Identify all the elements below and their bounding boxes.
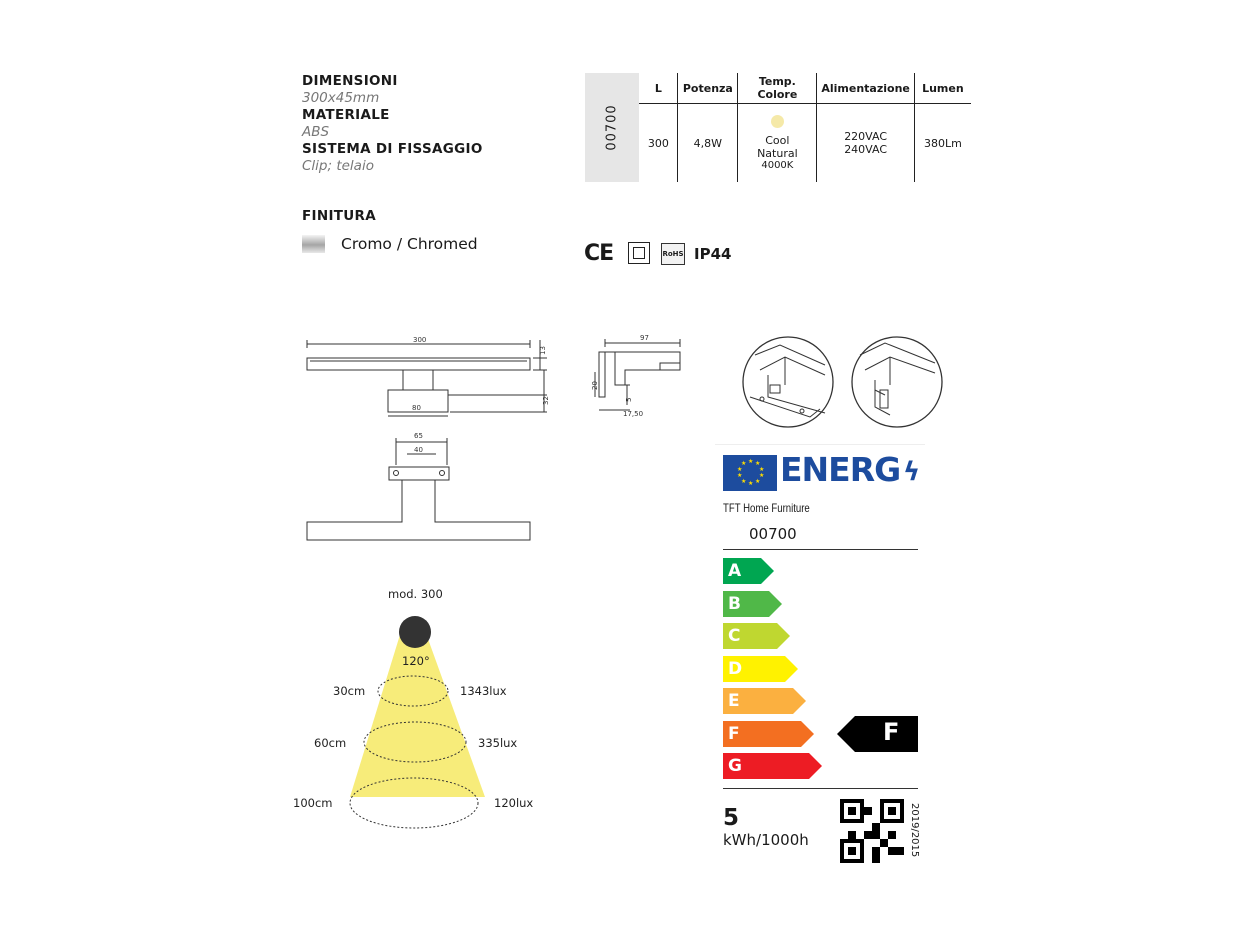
energy-class-b: B [723, 591, 769, 617]
finish-value: Cromo / Chromed [341, 235, 478, 253]
rohs-icon: RoHS [661, 243, 685, 265]
model-label: mod. 300 [388, 587, 443, 601]
color-temp-line2: Natural [757, 147, 798, 160]
ip-rating: IP44 [694, 245, 732, 263]
lux-100: 120lux [494, 796, 534, 810]
energy-class-arrow-tip [777, 623, 790, 649]
svg-text:★: ★ [759, 472, 765, 479]
eu-flag-icon [723, 455, 777, 491]
product-code: 00700 [604, 104, 620, 151]
dim-side-h2: 5 [625, 397, 633, 402]
dim-base-height: 32 [542, 396, 550, 405]
side-technical-drawing [585, 330, 690, 420]
cell-supply [817, 104, 915, 183]
fixing-label: SISTEMA DI FISSAGGIO [302, 141, 483, 157]
energy-title: ENERG [780, 450, 901, 489]
energy-class-arrow-tip [809, 753, 822, 779]
cell-length: 300 [647, 136, 669, 150]
color-temp-line3: 4000K [761, 160, 794, 171]
divider-bottom [723, 788, 918, 789]
cell-color-temp [738, 104, 817, 183]
header-supply: Alimentazione [817, 73, 915, 104]
energy-class-arrow-tip [785, 656, 798, 682]
energy-class-e: E [723, 688, 793, 714]
header-power: Potenza [678, 73, 738, 104]
energy-model: 00700 [749, 525, 797, 543]
light-color-dot [771, 115, 784, 128]
distance-100: 100cm [293, 796, 333, 810]
cell-power: 4,8W [678, 104, 738, 183]
lamp-source-icon [399, 616, 431, 648]
energy-class-arrow-tip [801, 721, 814, 747]
consumption-value: 5 [723, 805, 740, 831]
dim-bracket-outer: 65 [414, 432, 423, 440]
dimensions-value: 300x45mm [302, 90, 380, 106]
chrome-swatch [302, 235, 325, 253]
finish-label: FINITURA [302, 208, 376, 224]
dim-bracket-inner: 40 [414, 446, 423, 454]
ce-mark: CE [584, 241, 614, 266]
header-length: L [639, 73, 678, 104]
fixing-value: Clip; telaio [302, 158, 374, 174]
cell-lumen: 380Lm [914, 104, 971, 183]
qr-code-icon [840, 799, 904, 863]
light-distribution-diagram [290, 585, 550, 835]
supply-line2: 240VAC [844, 143, 888, 156]
lightning-icon: ϟ [903, 457, 921, 487]
rating-arrow [855, 716, 918, 752]
svg-text:★: ★ [737, 472, 743, 479]
consumption-unit: kWh/1000h [723, 831, 809, 849]
regulation-number: 2019/2015 [909, 803, 920, 858]
svg-text:★: ★ [737, 466, 743, 473]
dimensions-label: DIMENSIONI [302, 73, 398, 89]
light-beam [350, 625, 485, 797]
energy-class-a: A [723, 558, 761, 584]
clip-mount-icon [743, 337, 833, 427]
rating-letter: F [883, 718, 900, 746]
dim-side-w2: 17,50 [623, 410, 644, 418]
distance-30: 30cm [333, 684, 366, 698]
svg-text:★: ★ [741, 478, 747, 485]
front-technical-drawing [295, 330, 565, 545]
energy-class-arrow-tip [769, 591, 782, 617]
dim-side-h1: 20 [591, 381, 599, 390]
svg-text:★: ★ [755, 478, 761, 485]
product-code-cell [585, 73, 639, 182]
svg-text:★: ★ [748, 458, 754, 465]
energy-label [715, 444, 925, 873]
dim-base-width: 80 [412, 404, 421, 412]
energy-class-arrow-tip [793, 688, 806, 714]
distance-60: 60cm [314, 736, 347, 750]
svg-text:★: ★ [759, 466, 765, 473]
mounting-details [740, 335, 945, 430]
energy-class-f: F [723, 721, 801, 747]
double-insulation-icon [628, 242, 650, 264]
material-label: MATERIALE [302, 107, 390, 123]
dim-side-width: 97 [640, 334, 649, 342]
energy-class-g: G [723, 753, 809, 779]
lux-60: 335lux [478, 736, 518, 750]
material-value: ABS [302, 124, 330, 140]
dim-top-height: 13 [539, 346, 547, 355]
energy-class-c: C [723, 623, 777, 649]
supplier-name: TFT Home Furniture [723, 501, 810, 515]
spec-block [302, 73, 483, 175]
energy-class-arrow-tip [761, 558, 774, 584]
header-lumen: Lumen [914, 73, 971, 104]
svg-text:★: ★ [748, 480, 754, 487]
divider-top [723, 549, 918, 550]
beam-angle: 120° [402, 654, 430, 668]
supply-line1: 220VAC [844, 130, 888, 143]
lux-30: 1343lux [460, 684, 507, 698]
dim-top-width: 300 [413, 336, 427, 344]
svg-text:★: ★ [741, 460, 747, 467]
energy-class-d: D [723, 656, 785, 682]
frame-mount-icon [852, 337, 942, 427]
color-temp-line1: Cool [765, 134, 790, 147]
svg-text:★: ★ [755, 460, 761, 467]
spec-table [585, 73, 971, 182]
header-color-temp: Temp. Colore [738, 73, 817, 104]
